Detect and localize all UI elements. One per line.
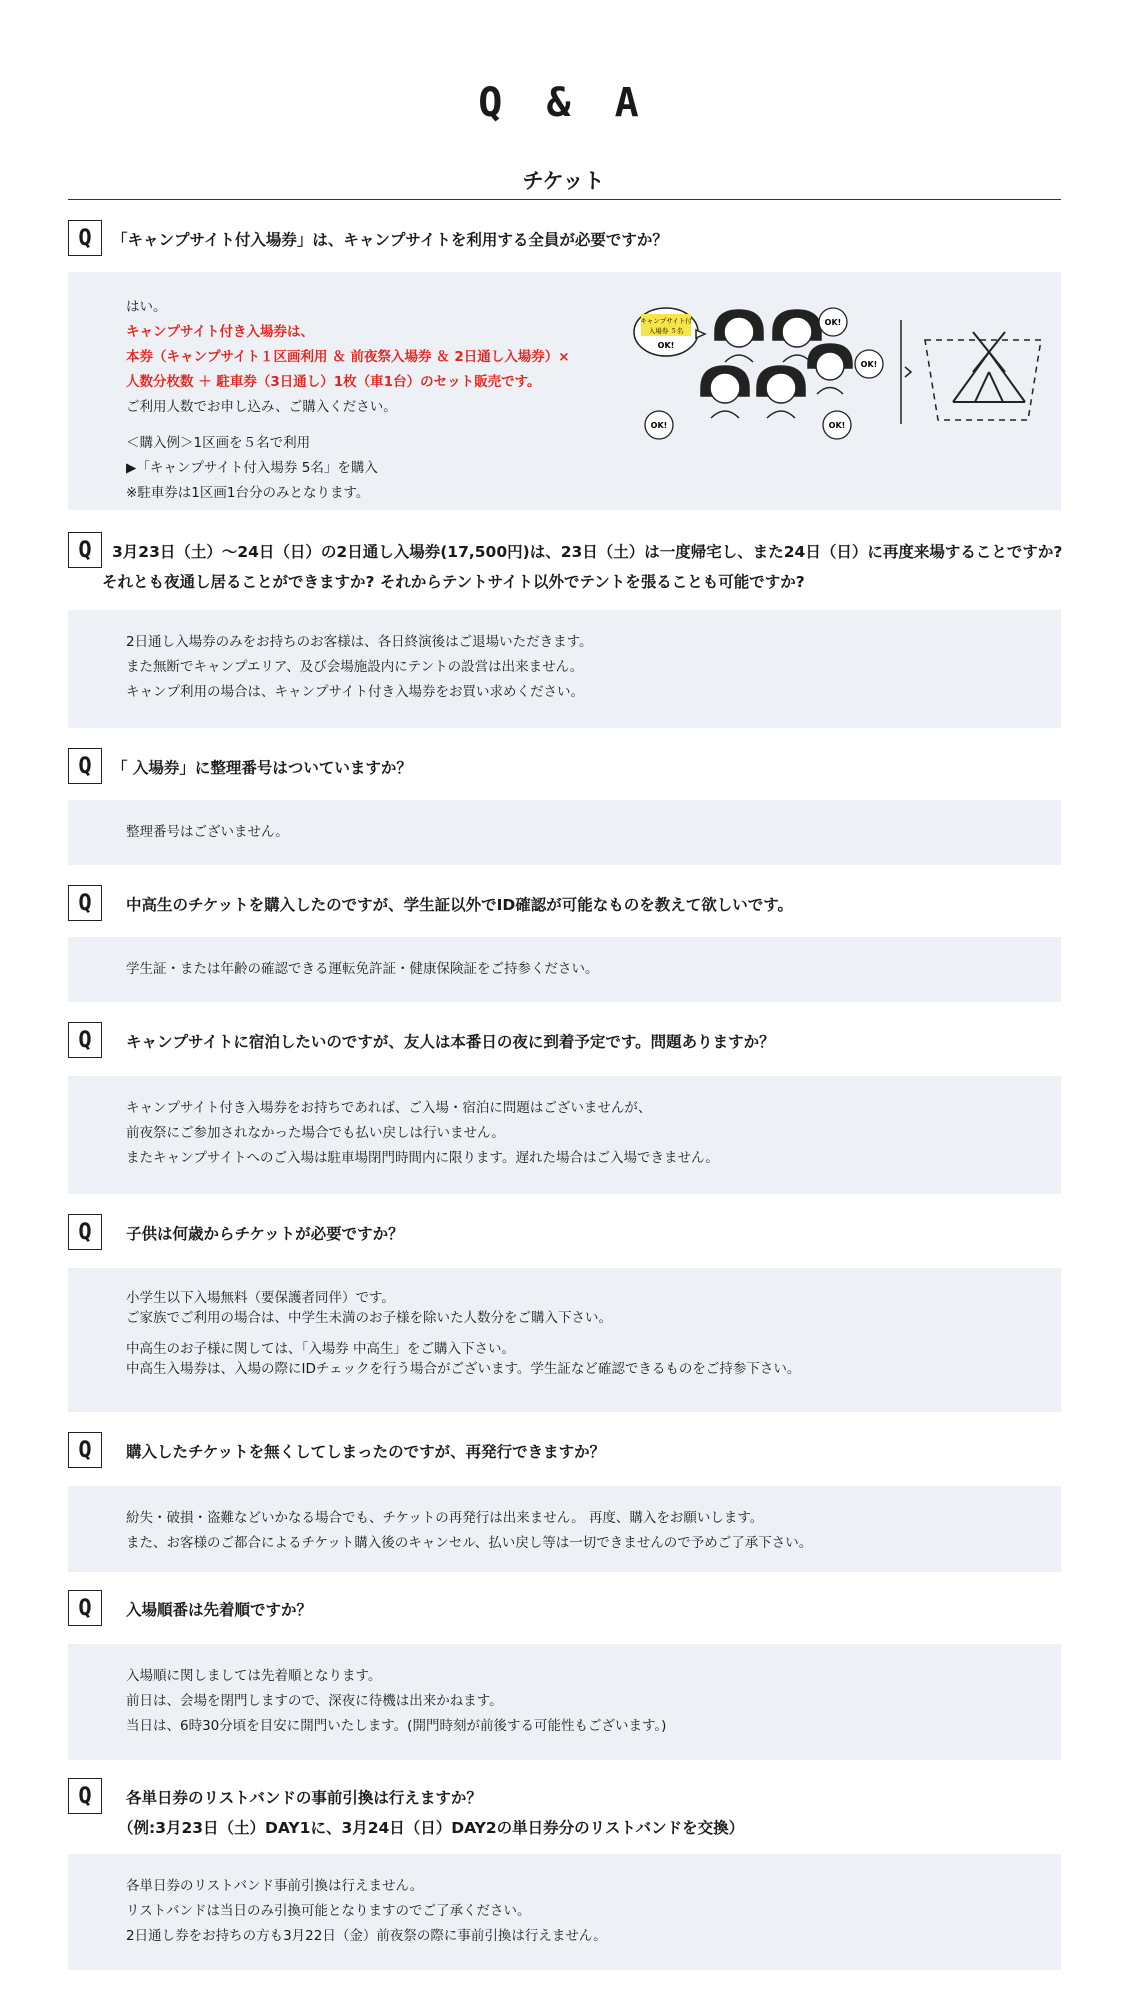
question-text: キャンプサイトに宿泊したいのですが、友人は本番日の夜に到着予定です。問題ありますか？ [126, 1033, 775, 1051]
svg-text:OK!: OK! [650, 421, 668, 430]
answer-line: また、お客様のご都合によるチケット購入後のキャンセル、払い戻し等は一切できませんので予めご了承下さい。 [126, 1535, 813, 1551]
question-text: 購入したチケットを無くしてしまったのですが、再発行できますか？ [126, 1443, 606, 1461]
answer-line: ※駐車券は1区画1台分のみとなります。 [126, 485, 370, 501]
q-badge: Q [68, 1590, 102, 1626]
campsite-ticket-illustration [633, 292, 1053, 452]
answer-line: リストバンドは当日のみ引換可能となりますのでご了承ください。 [126, 1903, 531, 1919]
answer-line: 2日通し券をお持ちの方も3月22日（金）前夜祭の際に事前引換は行えません。 [126, 1928, 607, 1944]
answer-line: キャンプサイト付き入場券をお持ちであれば、ご入場・宿泊に問題はございませんが、 [126, 1100, 652, 1116]
answer-box [68, 1076, 1061, 1194]
answer-line: ＜購入例＞1区画を５名で利用 [126, 435, 311, 451]
ok-bubble-icon [823, 411, 851, 439]
question-text: 「キャンプサイト付入場券」は、キャンプサイトを利用する全員が必要ですか？ [112, 231, 668, 249]
answer-line-highlight: キャンプサイト付き入場券は、 [126, 324, 315, 340]
bracket-arrow-icon [901, 320, 911, 424]
question-text [118, 1783, 1126, 1843]
answer-line: 整理番号はございません。 [126, 824, 289, 840]
answer-box [68, 610, 1061, 728]
answer-line: 中高生入場券は、入場の際にIDチェックを行う場合がございます。学生証など確認できるものをご持参下さい。 [126, 1361, 801, 1377]
question-text-line: （例:3月23日（土）DAY1に、3月24日（日）DAY2の単日券分のリストバンドを交換） [118, 1819, 745, 1837]
q-badge: Q [68, 220, 102, 256]
ticket-label-line1: キャンプサイト付 [640, 317, 692, 325]
answer-line: また無断でキャンプエリア、及び会場施設内にテントの設営は出来ません。 [126, 659, 584, 675]
answer-line: 当日は、6時30分頃を目安に開門いたします。(開門時刻が前後する可能性もございます。) [126, 1718, 667, 1734]
answer-line-highlight: 本券（キャンプサイト１区画利用 ＆ 前夜祭入場券 ＆ 2日通し入場券）× [126, 349, 570, 365]
q-badge: Q [68, 748, 102, 784]
answer-box [68, 1268, 1061, 1412]
question-text: 「 入場券」に整理番号はついていますか？ [112, 759, 412, 777]
question-text [102, 537, 1112, 597]
q-badge: Q [68, 1022, 102, 1058]
answer-box [68, 937, 1061, 1002]
ticket-bubble-icon [634, 308, 705, 356]
person-icon [701, 366, 749, 418]
answer-line: 小学生以下入場無料（要保護者同伴）です。 [126, 1290, 395, 1306]
answer-line: キャンプ利用の場合は、キャンプサイト付き入場券をお買い求めください。 [126, 684, 585, 700]
ticket-ok-text: OK! [657, 341, 675, 350]
question-text: 子供は何歳からチケットが必要ですか？ [126, 1225, 404, 1243]
answer-line-highlight: 人数分枚数 ＋ 駐車券（3日通し）1枚（車1台）のセット販売です。 [126, 374, 541, 390]
answer-line: ご家族でご利用の場合は、中学生未満のお子様を除いた人数分をご購入下さい。 [126, 1310, 612, 1326]
answer-line: 各単日券のリストバンド事前引換は行えません。 [126, 1878, 424, 1894]
answer-box [68, 1854, 1061, 1970]
answer-line: 入場順に関しましては先着順となります。 [126, 1668, 382, 1684]
question-text-line: 各単日券のリストバンドの事前引換は行えますか？ [126, 1789, 482, 1807]
question-text: 入場順番は先着順ですか？ [126, 1601, 313, 1619]
answer-box [68, 800, 1061, 865]
answer-line: 前日は、会場を閉門しますので、深夜に待機は出来かねます。 [126, 1693, 503, 1709]
q-badge: Q [68, 885, 102, 921]
section-divider [68, 199, 1061, 200]
svg-text:OK!: OK! [824, 318, 842, 327]
answer-box [68, 1644, 1061, 1760]
answer-line: 紛失・破損・盗難などいかなる場合でも、チケットの再発行は出来ません。 再度、購入をお願いします。 [126, 1510, 764, 1526]
svg-text:OK!: OK! [860, 360, 878, 369]
answer-line: 学生証・または年齢の確認できる運転免許証・健康保険証をご持参ください。 [126, 961, 599, 977]
ok-bubble-icon [855, 350, 883, 378]
answer-line: 2日通し入場券のみをお持ちのお客様は、各日終演後はご退場いただきます。 [126, 634, 593, 650]
answer-line: 中高生のお子様に関しては、「入場券 中高生」をご購入下さい。 [126, 1341, 516, 1357]
answer-line: はい。 [126, 299, 167, 315]
answer-line: またキャンプサイトへのご入場は駐車場閉門時間内に限ります。遅れた場合はご入場できません。 [126, 1150, 719, 1166]
question-text: 中高生のチケットを購入したのですが、学生証以外でID確認が可能なものを教えて欲しいです。 [126, 896, 794, 914]
q-badge: Q [68, 1778, 102, 1814]
page-title: Q & A [478, 80, 649, 126]
q-badge: Q [68, 1214, 102, 1250]
answer-box [68, 1486, 1061, 1572]
question-text-line: 3月23日（土）〜24日（日）の2日通し入場券(17,500円)は、23日（土）は一度帰宅し、また24日（日）に再度来場することですか? [112, 543, 1063, 561]
section-title: チケット [522, 169, 605, 193]
ok-bubble-icon [819, 308, 847, 336]
answer-line: ▶「キャンプサイト付入場券 5名」を購入 [126, 460, 378, 476]
answer-box [68, 272, 1061, 510]
answer-line: 前夜祭にご参加されなかった場合でも払い戻しは行いません。 [126, 1125, 505, 1141]
question-text-line: それとも夜通し居ることができますか? それからテントサイト以外でテントを張ることも可能ですか? [102, 573, 805, 591]
q-badge: Q [68, 1432, 102, 1468]
person-icon [808, 344, 852, 394]
ticket-label-line2: 入場券 ５名 [648, 327, 684, 335]
svg-text:OK!: OK! [828, 421, 846, 430]
q-badge: Q [68, 532, 102, 568]
tent-icon [925, 332, 1041, 420]
answer-line: ご利用人数でお申し込み、ご購入ください。 [126, 399, 397, 415]
person-icon [715, 310, 763, 362]
person-icon [757, 366, 805, 418]
ok-bubble-icon [645, 411, 673, 439]
